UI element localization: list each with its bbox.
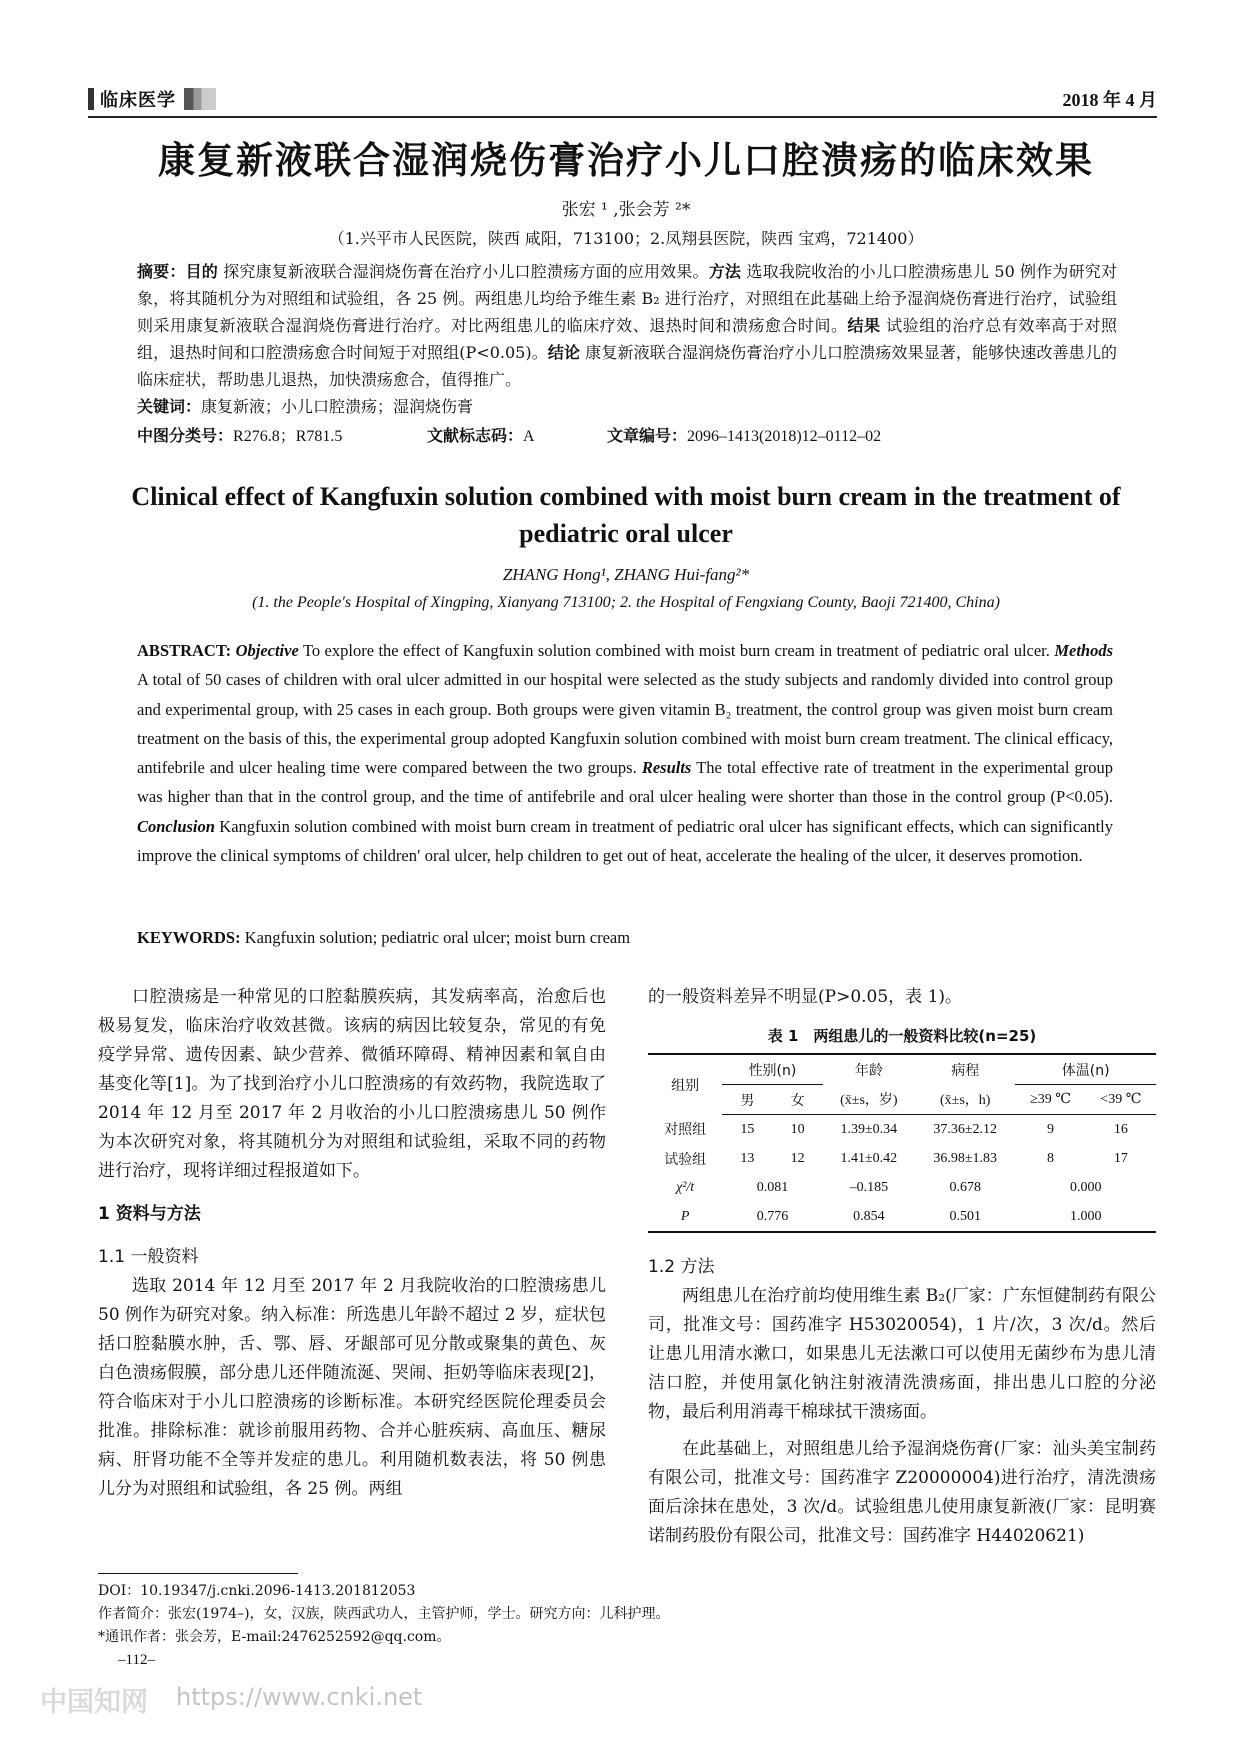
en-result-label: Results (641, 758, 692, 778)
left-column (98, 983, 606, 1504)
th-male: 男 (722, 1085, 772, 1115)
en-obj-text: To explore the effect of Kangfuxin solution combined with moist burn cream in treatment of pediatric oral ulcer. (302, 641, 1050, 660)
cn-concl-text: 康复新液联合湿润烧伤膏治疗小儿口腔溃疡效果显著，能够快速改善患儿的临床症状，帮助患儿退热，加快溃疡愈合，值得推广。 (137, 343, 1117, 389)
clc-value: R276.8；R781.5 (233, 428, 343, 445)
cn-authors: 张宏 ¹ ,张会芳 ²* (561, 200, 691, 220)
row-label: 对照组 (664, 1122, 707, 1139)
th-age: 年龄 (823, 1054, 915, 1085)
th-temp: 体温(n) (1015, 1054, 1156, 1085)
en-abstract-label: ABSTRACT: (137, 641, 232, 660)
cn-keywords (137, 394, 1117, 417)
th-age-unit: (x̄±s，岁) (823, 1085, 915, 1115)
footnote-rule (98, 1573, 298, 1574)
stat-sex: 0.776 (722, 1202, 822, 1232)
doc-code-value: A (523, 428, 535, 445)
cn-method-text: 选取我院收治的小儿口腔溃疡患儿 50 例作为研究对象，将其随机分为对照组和试验组，各 25 例。两组患儿均给予维生素 B₂ 进行治疗，对照组在此基础上给予湿润烧伤膏进行治疗，试验组则采用康复新液联合湿润烧伤膏进行治疗。对比两组患儿的临床疗效、退热时间和溃疡愈合时间。 (137, 262, 1117, 335)
table-1 (648, 1053, 1156, 1233)
classification-row (137, 423, 1117, 446)
en-method-label: Methods (1054, 641, 1114, 660)
cell-male: 13 (740, 1150, 755, 1166)
stat-course: 0.678 (949, 1179, 981, 1195)
en-result-text: The total effective rate of treatment in the experimental group was higher than that in the control group, and the time of antifebrile and oral ulcer healing were shorter than those in the control group (P<0.05). (137, 758, 1114, 807)
en-keywords (137, 928, 1113, 948)
table-1-caption: 表 1 两组患儿的一般资料比较(n=25) (767, 1027, 1037, 1045)
en-title: Clinical effect of Kangfuxin solution combined with moist burn cream in the treatment of pediatric oral ulcer (131, 482, 1121, 548)
section-1-1-paragraph: 选取 2014 年 12 月至 2017 年 2 月我院收治的口腔溃疡患儿 50 例作为研究对象。纳入标准：所选患儿年龄不超过 2 岁，症状包括口腔黏膜水肿，舌、鄂、唇、牙龈部可见分散或聚集的黄色、灰白色溃疡假膜，部分患儿还伴随流涎、哭闹、拒奶等临床表现[2]，符合临床对于小儿口腔溃疡的诊断标准。本研究经医院伦理委员会批准。排除标准：就诊前服用药物、合并心脏疾病、高血压、糖尿病、肝肾功能不全等并发症的患儿。利用随机数表法，将 50 例患儿分为对照组和试验组，各 25 例。两组 (98, 1276, 606, 1499)
section-label: 临床医学 (100, 90, 176, 111)
section-1-2-paragraph-b: 在此基础上，对照组患儿给予湿润烧伤膏(厂家：汕头美宝制药有限公司，批准文号：国药准字 Z20000004)进行治疗，清洗溃疡面后涂抹在患处，3 次/d。试验组患儿使用康复新液(厂家：昆明赛诺制药股份有限公司，批准文号：国药准字 H44020621) (648, 1439, 1156, 1546)
cn-keywords-label: 关键词： (137, 397, 202, 416)
cell-temp-high: 9 (1047, 1121, 1055, 1137)
right-top-line: 的一般资料差异不明显(P>0.05，表 1)。 (648, 987, 963, 1007)
stat-sex: 0.081 (756, 1179, 789, 1195)
en-affiliation: (1. the People′s Hospital of Xingping, Xianyang 713100; 2. the Hospital of Fengxiang County, Baoji 721400, China) (252, 594, 1000, 611)
row-label: 试验组 (664, 1151, 707, 1168)
stat-label: χ²/t (676, 1179, 695, 1195)
th-group: 组别 (648, 1054, 722, 1115)
th-temp-low: <39 ℃ (1086, 1085, 1156, 1115)
cell-male: 15 (740, 1121, 755, 1137)
cn-method-label: 方法 (708, 262, 742, 281)
stat-temp: 0.000 (1069, 1179, 1102, 1195)
doi-line: DOI：10.19347/j.cnki.2096-1413.201812053 (98, 1583, 416, 1599)
right-column-top (648, 983, 1156, 1012)
cn-affiliation: （1.兴平市人民医院，陕西 咸阳，713100；2.凤翔县医院，陕西 宝鸡，721400） (328, 229, 924, 248)
table-header-row-2 (648, 1085, 1156, 1115)
cell-age: 1.41±0.42 (840, 1150, 898, 1166)
th-female: 女 (772, 1085, 822, 1115)
stat-age: –0.185 (849, 1179, 889, 1195)
doc-code-label: 文献标志码： (427, 426, 524, 445)
page-number: –112– (118, 1652, 155, 1668)
table-stat-row (648, 1173, 1156, 1202)
cn-title: 康复新液联合湿润烧伤膏治疗小儿口腔溃疡的临床效果 (158, 139, 1094, 182)
en-abstract (137, 636, 1113, 870)
en-obj-label: Objective (235, 641, 299, 660)
cn-result-label: 结果 (847, 316, 881, 335)
intro-paragraph: 口腔溃疡是一种常见的口腔黏膜疾病，其发病率高，治愈后也极易复发，临床治疗收效甚微。该病的病因比较复杂，常见的有免疫学异常、遗传因素、缺少营养、微循环障碍、精神因素和氧自由基变化等[1]。为了找到治疗小儿口腔溃疡的有效药物，我院选取了 2014 年 12 月至 2017 年 2 月收治的小儿口腔溃疡患儿 50 例作为本次研究对象，将其随机分为对照组和试验组，采取不同的药物进行治疗，现将详细过程报道如下。 (98, 987, 606, 1181)
section-1-heading: 1 资料与方法 (98, 1204, 201, 1224)
en-keywords-label: KEYWORDS: (137, 928, 241, 947)
table-row (648, 1144, 1156, 1173)
section-1-2-paragraph-a: 两组患儿在治疗前均使用维生素 B₂(厂家：广东恒健制药有限公司，批准文号：国药准字 H53020054)，1 片/次，3 次/d。然后让患儿用清水漱口，如果患儿无法漱口可以使用无菌纱布为患儿清洁口腔，并使用氯化钠注射液清洗溃疡面，排出患儿口腔的分泌物，最后利用消毒干棉球拭干溃疡面。 (648, 1286, 1156, 1422)
cell-course: 37.36±2.12 (933, 1121, 998, 1137)
cell-temp-low: 17 (1113, 1150, 1128, 1166)
section-1-2-heading: 1.2 方法 (648, 1257, 715, 1277)
th-course: 病程 (915, 1054, 1015, 1085)
cell-age: 1.39±0.34 (840, 1121, 898, 1137)
cn-concl-label: 结论 (547, 343, 581, 362)
cn-abstract (137, 258, 1117, 393)
article-no-label: 文章编号： (607, 426, 688, 445)
th-course-unit: (x̄±s，h) (915, 1085, 1015, 1115)
clc-label: 中图分类号： (137, 426, 234, 445)
cell-female: 10 (790, 1121, 805, 1137)
cell-temp-low: 16 (1113, 1121, 1128, 1137)
issue-date: 2018 年 4 月 (1062, 90, 1157, 110)
en-keywords-text: Kangfuxin solution; pediatric oral ulcer; moist burn cream (244, 928, 631, 947)
stat-course: 0.501 (915, 1202, 1015, 1232)
table-stat-row (648, 1202, 1156, 1232)
article-no-value: 2096–1413(2018)12–0112–02 (687, 428, 882, 445)
cell-course: 36.98±1.83 (933, 1150, 998, 1166)
table-row (648, 1115, 1156, 1145)
th-sex: 性别(n) (722, 1054, 822, 1085)
section-1-1-heading: 1.1 一般资料 (98, 1247, 199, 1267)
en-concl-label: Conclusion (137, 816, 215, 836)
cn-keywords-text: 康复新液；小儿口腔溃疡；湿润烧伤膏 (201, 397, 474, 416)
header-rule (88, 116, 1157, 118)
footnotes (98, 1580, 670, 1649)
stat-age: 0.854 (823, 1202, 915, 1232)
stat-label: P (648, 1202, 722, 1232)
cnki-watermark-logo: 中国知网 (40, 1687, 148, 1718)
cn-obj-text: 探究康复新液联合湿润烧伤膏在治疗小儿口腔溃疡方面的应用效果。 (223, 262, 709, 281)
cnki-watermark-url[interactable]: https://www.cnki.net (176, 1683, 423, 1711)
author-bio-line: 作者简介：张宏(1974–)，女，汉族，陕西武功人，主管护师，学士。研究方向：儿科护理。 (98, 1606, 670, 1622)
corresponding-author-line: *通讯作者：张会芳，E-mail:2476252592@qq.com。 (98, 1629, 451, 1645)
cell-temp-high: 8 (1047, 1150, 1055, 1166)
stat-temp: 1.000 (1015, 1202, 1156, 1232)
tag-bar-right (184, 88, 216, 110)
en-concl-text: Kangfuxin solution combined with moist burn cream in treatment of pediatric oral ulcer has significant effects, which can significantly improve the clinical symptoms of children′ oral ulcer, help children to get out of heat, accelerate the healing of the ulcer, it deserves promotion. (137, 816, 1114, 866)
cn-result-text: 试验组的治疗总有效率高于对照组，退热时间和口腔溃疡愈合时间短于对照组(P<0.05)。 (137, 316, 1117, 362)
en-authors: ZHANG Hong¹, ZHANG Hui-fang²* (502, 565, 750, 584)
th-temp-high: ≥39 ℃ (1015, 1085, 1085, 1115)
table-header-row-1 (648, 1054, 1156, 1085)
section-tag (88, 86, 216, 112)
cell-female: 12 (790, 1150, 805, 1166)
cn-obj-label: 目的 (185, 262, 218, 281)
right-column-bottom (648, 1253, 1156, 1551)
cn-abstract-label: 摘要： (137, 262, 186, 281)
tag-bar-left (88, 88, 94, 110)
en-method-text: A total of 50 cases of children with oral ulcer admitted in our hospital were selected as the study subjects and randomly divided into control group and experimental group, with 25 cases in each group. Both groups were given vitamin B₂ treatment, the control group was given moist burn cream treatment on the basis of this, the experimental group adopted Kangfuxin solution combined with moist burn cream treatment. The clinical efficacy, antifebrile and ulcer healing time were compared between the two groups. (137, 670, 1113, 778)
